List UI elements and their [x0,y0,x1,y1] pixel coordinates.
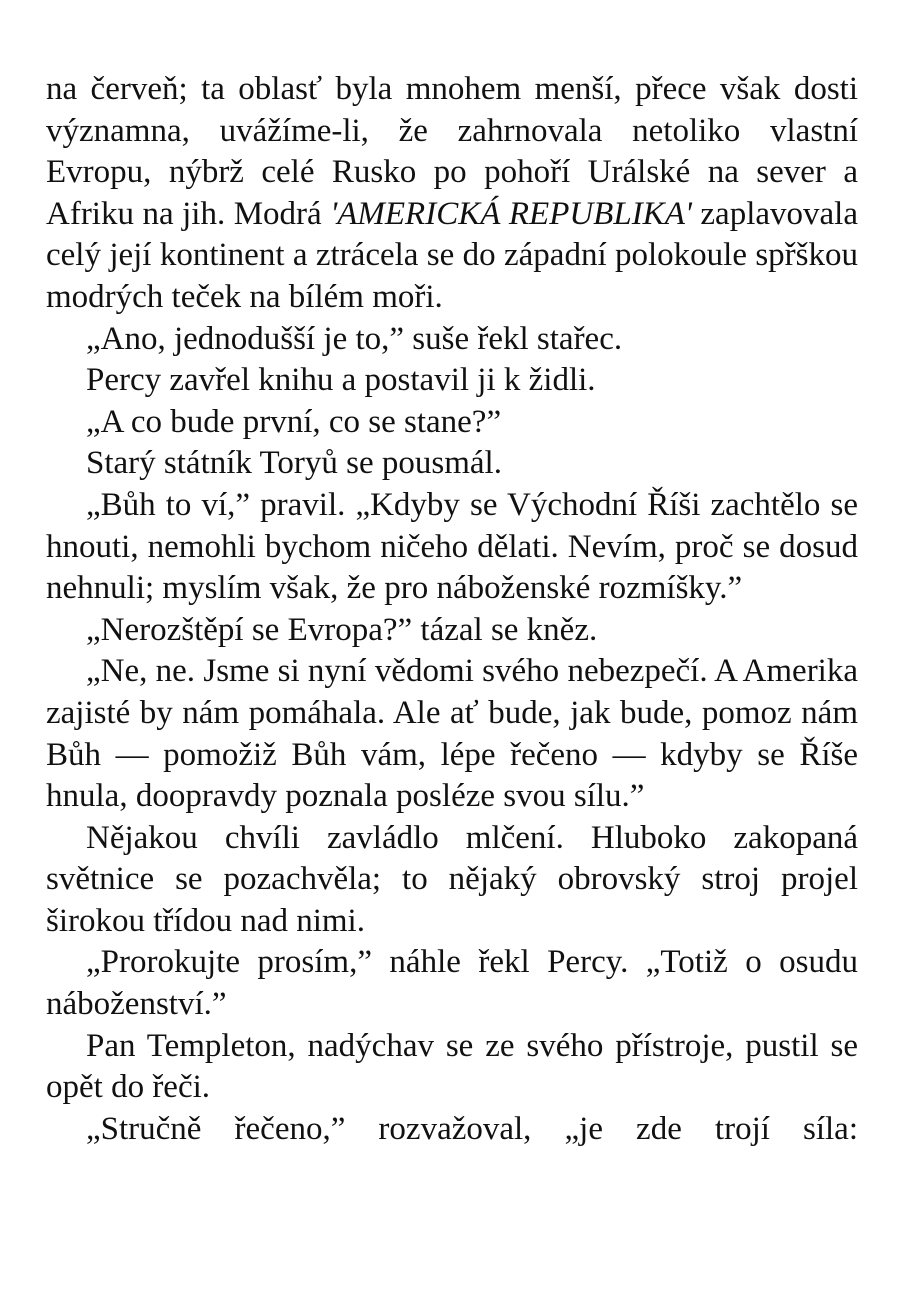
paragraph: „Nerozštěpí se Evropa?” tázal se kněz. [86,611,598,648]
paragraph: Starý státník Toryů se pousmál. [86,445,502,482]
paragraph: „Ne, ne. Jsme si nyní vědomi svého nebezpečí. A Amerika zajisté by nám pomáhala. Ale ať bude, jak bude, pomoz nám Bůh — pomožiž Bůh vám, lépe řečeno — kdyby se Říše hnula, doopravdy poznala posléze svou sílu.” [46,653,858,815]
paragraph: Percy zavřel knihu a postavil ji k židli. [86,362,596,399]
italic-text-run: 'AMERICKÁ REPUBLIKA' [330,195,692,232]
text-run: na červeň; ta oblasť byla mnohem menší, přece však dosti významna, uvážíme-li, že zahrnovala netoliko vlastní Evropu, nýbrž celé Rusko po pohoří Urálské na sever a Afriku na jih. Modrá [46,71,858,232]
paragraph: „Prorokujte prosím,” náhle řekl Percy. „Totiž o osudu náboženství.” [46,944,858,1023]
paragraph: Pan Templeton, nadýchav se ze svého přístroje, pustil se opět do řeči. [46,1027,858,1106]
text-run: zaplavovala celý její kontinent a ztrácela se do západní polokoule spřškou modrých teček na bílém moři. [46,195,858,315]
body-text [46,69,858,1150]
paragraph-continues-next-page: „Stručně řečeno,” rozvažoval, „je zde trojí síla: [86,1110,858,1147]
paragraph-continuation [46,69,858,319]
paragraph: „Bůh to ví,” pravil. „Kdyby se Východní Říši zachtělo se hnouti, nemohli bychom ničeho dělati. Nevím, proč se dosud nehnuli; myslím však, že pro náboženské rozmíšky.” [46,486,858,607]
paragraph: Nějakou chvíli zavládlo mlčení. Hluboko zakopaná světnice se pozachvěla; to nějaký obrovský stroj projel širokou třídou nad nimi. [46,819,858,939]
paragraph: „Ano, jednodušší je to,” suše řekl stařec. [86,320,623,357]
paragraph: „A co bude první, co se stane?” [86,403,502,440]
